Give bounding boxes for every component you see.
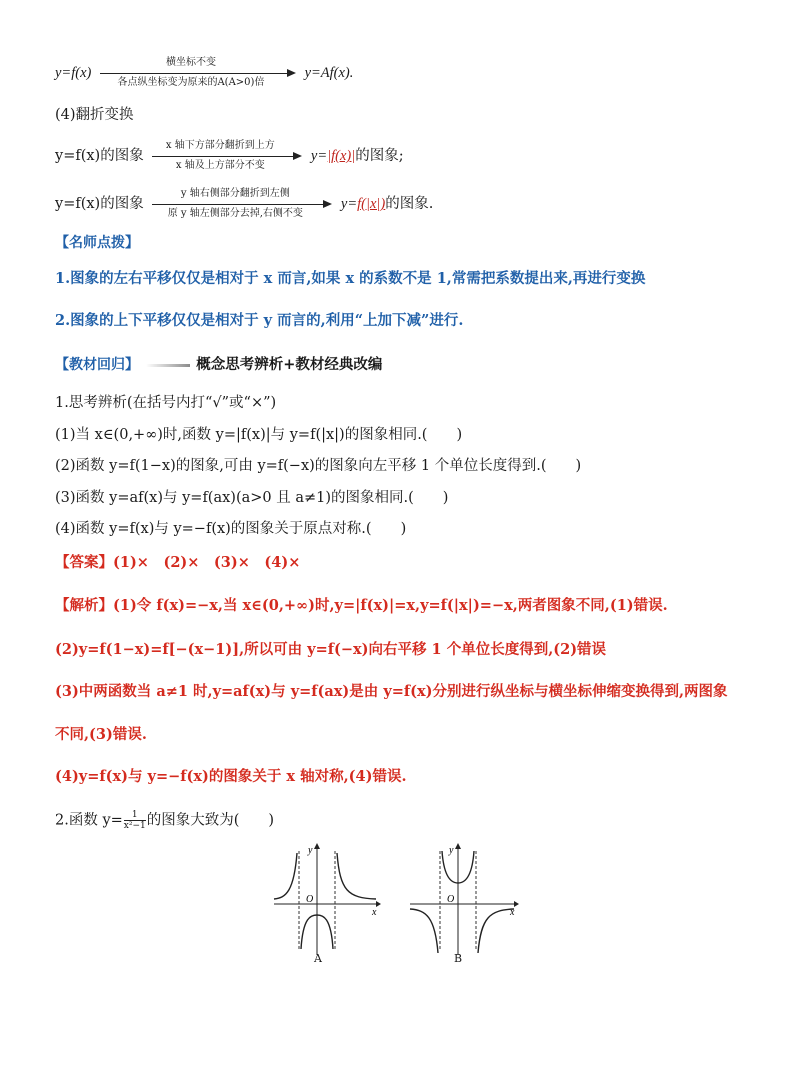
fraction-numerator: 1: [124, 810, 146, 821]
q1-item: (1)当 x∈(0,+∞)时,函数 y=|f(x)|与 y=f(|x|)的图象相同.( ): [55, 427, 463, 443]
q2-suffix: 的图象大致为( ): [146, 812, 275, 829]
graph-b-label: B: [453, 952, 463, 965]
graph-b-origin: O: [447, 894, 455, 905]
review-subtitle: 概念思考辨析+教材经典改编: [196, 356, 383, 373]
fraction-denominator: x²−1: [123, 821, 146, 831]
arrow-top-label: 横坐标不变: [165, 57, 216, 68]
transform-flip-x-line: [55, 138, 404, 174]
q1-title: 1.思考辨析(在括号内打“√”或“×”): [55, 395, 277, 411]
flip-heading: (4)翻折变换: [55, 107, 134, 123]
q2-line: [55, 810, 274, 831]
review-tag: 【教材回归】: [55, 357, 139, 373]
explanation-line: 【解析】(1)令 f(x)=−x,当 x∈(0,+∞)时,y=|f(x)|=x,y=f(|x|)=−x,两者图象不同,(1)错误.: [55, 597, 668, 614]
transform-right-prefix: y=: [310, 148, 328, 164]
transform-flip-y-line: [55, 186, 433, 222]
graph-option-b[interactable]: [408, 843, 520, 965]
transform-arrow: [100, 55, 296, 91]
graph-a-origin: O: [306, 894, 314, 905]
transform-right-suffix: 的图象;: [355, 148, 404, 164]
graph-a-label: A: [314, 952, 322, 965]
q2-prefix: 2.函数 y=: [55, 812, 123, 829]
transform-left: y=f(x)的图象: [55, 148, 144, 164]
transform-arrow: [152, 138, 302, 174]
arrow-top-label: y 轴右侧部分翻折到左侧: [180, 188, 290, 199]
tips-heading: 【名师点拨】: [55, 235, 139, 251]
transform-right-underlined: |f(x)|: [327, 148, 356, 164]
transform-right: y=Af(x).: [304, 65, 354, 81]
transform-right-prefix: y=: [340, 196, 358, 212]
answer-line: 【答案】(1)× (2)× (3)× (4)×: [55, 554, 301, 571]
transform-stretch-line: [55, 55, 353, 91]
arrow-bottom-label: x 轴及上方部分不变: [175, 160, 265, 171]
transform-right-suffix: 的图象.: [385, 196, 434, 212]
review-header: [55, 355, 382, 375]
q2-fraction: [124, 810, 146, 831]
tip-1: 1.图象的左右平移仅仅是相对于 x 而言,如果 x 的系数不是 1,常需把系数提出来,再进行变换: [55, 270, 646, 287]
q1-item: (3)函数 y=af(x)与 y=f(ax)(a>0 且 a≠1)的图象相同.( ): [55, 490, 449, 506]
arrow-bottom-label: 原 y 轴左侧部分去掉,右侧不变: [167, 208, 303, 219]
graph-b-svg: [408, 843, 520, 958]
explanation-line: (2)y=f(1−x)=f[−(x−1)],所以可由 y=f(−x)向右平移 1 个单位长度得到,(2)错误: [55, 641, 607, 658]
graph-a-y-label: y: [308, 845, 313, 856]
tip-2: 2.图象的上下平移仅仅是相对于 y 而言的,利用“上加下减”进行.: [55, 312, 464, 329]
graph-a-svg: [272, 843, 382, 958]
transform-left: y=f(x): [55, 65, 92, 81]
explanation-line: (4)y=f(x)与 y=−f(x)的图象关于 x 轴对称,(4)错误.: [55, 768, 407, 785]
explanation-line: 不同,(3)错误.: [55, 726, 147, 743]
q1-item: (2)函数 y=f(1−x)的图象,可由 y=f(−x)的图象向左平移 1 个单位长度得到.( ): [55, 458, 582, 474]
transform-left: y=f(x)的图象: [55, 196, 144, 212]
graph-b-y-label: y: [449, 845, 454, 856]
arrow-top-label: x 轴下方部分翻折到上方: [165, 140, 275, 151]
graph-b-x-label: x: [510, 907, 515, 918]
review-arrow-decor: [146, 364, 190, 367]
q1-item: (4)函数 y=f(x)与 y=−f(x)的图象关于原点对称.( ): [55, 521, 407, 537]
graph-a-x-label: x: [372, 907, 377, 918]
transform-right-underlined: f(|x|): [357, 196, 386, 212]
transform-arrow: [152, 186, 332, 222]
graph-option-a[interactable]: [272, 843, 382, 965]
arrow-bottom-label: 各点纵坐标变为原来的A(A>0)倍: [117, 77, 265, 88]
explanation-line: (3)中两函数当 a≠1 时,y=af(x)与 y=f(ax)是由 y=f(x)分别进行纵坐标与横坐标伸缩变换得到,两图象: [55, 683, 728, 700]
